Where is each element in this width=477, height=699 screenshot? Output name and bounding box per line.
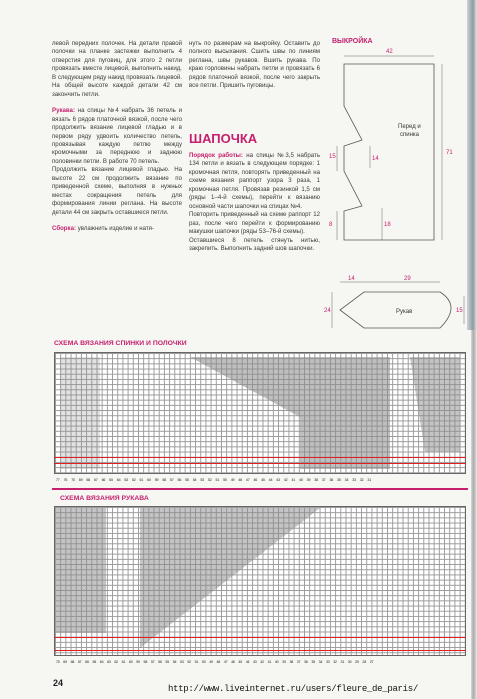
dim-height-arm: 14 [372, 156, 379, 162]
bold-label: Порядок работы: [189, 152, 243, 159]
chart1-axis: 77 76 70 69 68 67 66 65 64 63 62 61 60 59 58 57 56 55 54 53 52 51 50 49 48 47 46 45 44 43 42 41 40 39 38 37 36 35 34 33 32 31 [56, 478, 372, 482]
dim-sleeve-h: 24 [324, 308, 331, 314]
label-front2: спинка [400, 132, 420, 138]
label-sleeve: Рукав [396, 309, 413, 315]
chart1-shade [300, 357, 390, 469]
column-2-bottom [189, 152, 320, 253]
dim-height-lower: 8 [329, 222, 333, 228]
chart2-axis: 70 69 68 67 66 65 64 63 62 61 60 59 58 57 56 55 54 53 52 51 50 49 48 47 46 45 44 43 42 41 40 39 38 37 36 35 34 33 32 31 30 29 28 27 [56, 660, 374, 664]
dim-width-top: 42 [386, 49, 393, 55]
pattern-drawing [322, 46, 472, 336]
body-outline [344, 64, 434, 240]
chart2-red-line [54, 650, 466, 651]
dim-sleeve-h2: 15 [456, 308, 463, 314]
dim-sleeve-w2: 29 [404, 276, 411, 282]
column-1 [52, 40, 182, 234]
text: на спицы №4 набрать 36 петель и вязать 6 рядов платочной вязкой, после чего продолжить вязание лицевой гладью и в первом ряду удвоить количество петель, провязывая каждую петлю между кромочными за переднюю и заднюю половинки петли. В работе 70 петель. [52, 107, 182, 165]
chart1-red-line [54, 457, 466, 458]
watermark-url[interactable]: http://www.liveinternet.ru/users/fleure_de_paris/ [168, 684, 418, 694]
chart2-title: СХЕМА ВЯЗАНИЯ РУКАВА [60, 495, 149, 502]
paragraph: Оставшиеся 8 петель стянуть нитью, закрепить. Выполнить задний шов шапочки. [189, 236, 320, 252]
hat-title: ШАПОЧКА [189, 131, 258, 146]
chart1-red-line [54, 463, 466, 464]
divider-line [52, 488, 468, 490]
column-2-top [189, 40, 320, 91]
paragraph [189, 152, 320, 211]
bold-label: Сборка: [52, 225, 76, 233]
chart1-shade [60, 357, 100, 469]
chart2-red-line [54, 637, 466, 638]
paragraph [52, 107, 182, 166]
paragraph: нуть по размерам на выкройку. Оставить до полного высыхания. Сшить швы по линиям реглана, швы рукавов. Вшить рукава. По краю горловины набрать петли и провязать 6 рядов платочной вязкой, после чего закрыть все петли. Пришить пуговицы. [189, 40, 320, 90]
text: увлажнить изделие и натя- [76, 225, 154, 233]
dim-height-total: 71 [446, 150, 453, 156]
text: на спицы №3,5 набрать 134 петли и вязать в следующем порядке: 1 кромочная петля, повторять приведенный на схеме вязания раппорт узора 3 раза, 1 кромочная петля. Провязав резинкой 1,5 см (ряды 1–4-й схемы), перейти к вязанию основной части шапочки на спицах №4. [189, 152, 321, 210]
paragraph: Повторить приведенный на схеме раппорт 12 раз, после чего перейти к формированию макушки шапочки (ряды 53–76-й схемы). [189, 211, 320, 236]
bold-label: Рукава: [52, 107, 75, 115]
dim-height-side: 18 [384, 222, 391, 228]
chart2-shade [56, 508, 106, 633]
paragraph: Продолжить вязание лицевой гладью. На высоте 22 см продолжить вязание по приведенной схеме, выполняя в нужных местах сокращения петель для формирования линии реглана. На высоте детали 44 см закрыть оставшиеся петли. [52, 166, 182, 216]
dim-height-upper: 15 [329, 154, 336, 160]
pattern-title: ВЫКРОЙКА [332, 38, 373, 45]
page-number: 24 [53, 678, 64, 688]
label-front: Перед и [398, 124, 421, 130]
paragraph: левой передних полочек. На детали правой полочки на планке застежки выполнить 4 отверстия для пуговиц, для этого 2 петли провязать вместе лицевой, выполнить накид. В следующем ряду накид провязать лицевой. На общей высоте каждой детали 42 см закончить петли. [52, 40, 182, 98]
paragraph [52, 225, 182, 233]
dim-sleeve-w1: 14 [348, 276, 355, 282]
chart1-title: СХЕМА ВЯЗАНИЯ СПИНКИ И ПОЛОЧКИ [54, 340, 187, 347]
